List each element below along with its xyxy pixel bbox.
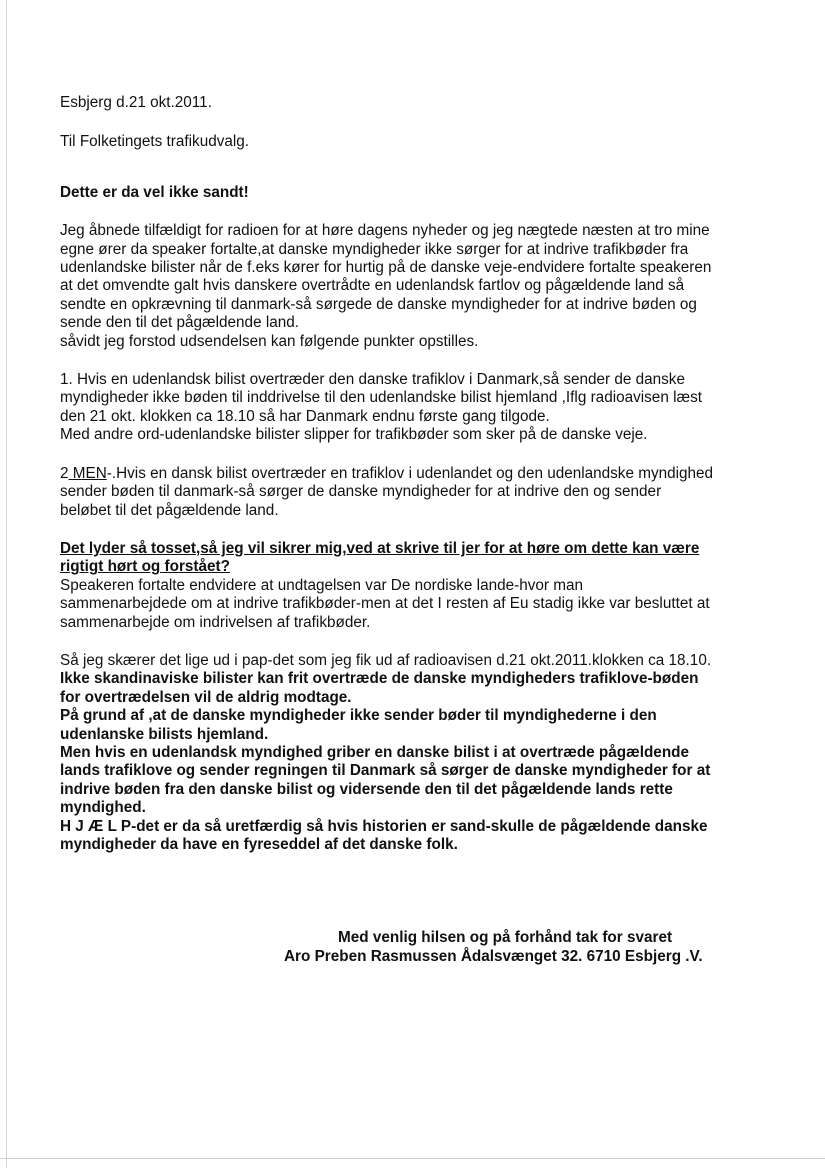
point-one xyxy=(60,371,780,445)
text-line: såvidt jeg forstod udsendelsen kan følgende punkter opstilles. xyxy=(60,332,479,350)
recipient-line: Til Folketingets trafikudvalg. xyxy=(60,133,250,151)
text-line: rigtigt hørt og forstået? xyxy=(60,558,230,576)
text-line: Det lyder så tosset,så jeg vil sikrer mig,ved at skrive til jer for at høre om dette kan være xyxy=(60,539,700,557)
text-line: indrive bøden fra den danske bilist og vidersende den til det pågældende lands rette xyxy=(60,780,673,798)
text-line: egne ører da speaker fortalte,at danske myndigheder ikke sørger for at indrive trafikbøder fra xyxy=(60,240,689,258)
text-line: Så jeg skærer det lige ud i pap-det som jeg fik ud af radioavisen d.21 okt.2011.klokken ca 18.10. xyxy=(60,651,712,669)
text-line: sende den til det pågældende land. xyxy=(60,314,299,332)
closing-line: Med venlig hilsen og på forhånd tak for svaret xyxy=(338,929,673,946)
point-two xyxy=(60,465,780,520)
text-line: lands trafiklove og sender regningen til Danmark så sørger de danske myndigheder for at xyxy=(60,762,711,780)
text-line: beløbet til det pågældende land. xyxy=(60,501,279,519)
text-line: den 21 okt. klokken ca 18.10 så har Danmark endnu første gang tilgode. xyxy=(60,407,550,425)
text-line: Ikke skandinaviske bilister kan frit overtræde de danske myndigheders trafiklove-bøden xyxy=(60,670,699,688)
text-line: Men hvis en udenlandsk myndighed griber en danske bilist i at overtræde pågældende xyxy=(60,743,690,761)
text-line: Med andre ord-udenlandske bilister slipper for trafikbøder som sker på de danske veje. xyxy=(60,426,648,444)
text-line: sender bøden til danmark-så sørger de danske myndigheder for at indrive den og sender xyxy=(60,483,662,501)
point-two-rest: -.Hvis en dansk bilist overtræder en trafiklov i udenlandet og den udenlandske myndighed xyxy=(106,464,714,482)
point-two-number: 2 xyxy=(60,464,69,482)
text-line xyxy=(60,465,780,483)
letter-body xyxy=(60,94,780,854)
text-line: myndigheder da have en fyreseddel af det danske folk. xyxy=(60,836,458,853)
text-line: sendte en opkrævning til danmark-så sørgede de danske myndigheder for at indrive bøden og xyxy=(60,295,697,313)
text-line: sammenarbejdede om at indrive trafikbøder-men at det I resten af Eu stadig ikke var besluttet at xyxy=(60,595,710,613)
text-line: myndigheder ikke bøden til inddrivelse til den udenlandske bilist hjemland ,Iflg radioavisen læst xyxy=(60,389,702,407)
text-line: udenlandske bilister når de f.eks kører for hurtig på de danske veje-endvidere fortalte speakeren xyxy=(60,259,712,277)
sender-line: Aro Preben Rasmussen Ådalsvænget 32. 6710 Esbjerg .V. xyxy=(284,948,703,965)
text-line: 1. Hvis en udenlandsk bilist overtræder den danske trafiklov i Danmark,så sender de danske xyxy=(60,371,685,389)
text-line: udenlanske bilists hjemland. xyxy=(60,725,269,743)
text-line: På grund af ,at de danske myndigheder ikke sender bøder til myndighederne i den xyxy=(60,707,657,725)
date-line: Esbjerg d.21 okt.2011. xyxy=(60,94,212,111)
underlined-question xyxy=(60,540,780,577)
scan-left-edge xyxy=(6,0,7,1168)
text-line: myndighed. xyxy=(60,799,146,817)
text-line: sammenarbejde om indrivelsen af trafikbøder. xyxy=(60,613,371,631)
point-two-men: MEN xyxy=(68,464,107,482)
text-line: H J Æ L P-det er da så uretfærdig så hvis historien er sand-skulle de pågældende danske xyxy=(60,817,708,835)
letter-heading: Dette er da vel ikke sandt! xyxy=(60,183,249,201)
text-line: Speakeren fortalte endvidere at undtagelsen var De nordiske lande-hvor man xyxy=(60,576,583,594)
paragraph-speaker xyxy=(60,577,780,632)
text-line: at det omvendte galt hvis danskere overtrådte en udenlandsk fartlov og pågældende land så xyxy=(60,277,685,295)
paragraph-intro xyxy=(60,222,780,351)
text-line: Jeg åbnede tilfældigt for radioen for at høre dagens nyheder og jeg nægtede næsten at tro mine xyxy=(60,222,710,240)
paragraph-summary xyxy=(60,652,780,854)
text-line: for overtrædelsen vil de aldrig modtage. xyxy=(60,688,352,706)
signature-block xyxy=(284,928,804,966)
scan-bottom-edge xyxy=(0,1158,825,1159)
